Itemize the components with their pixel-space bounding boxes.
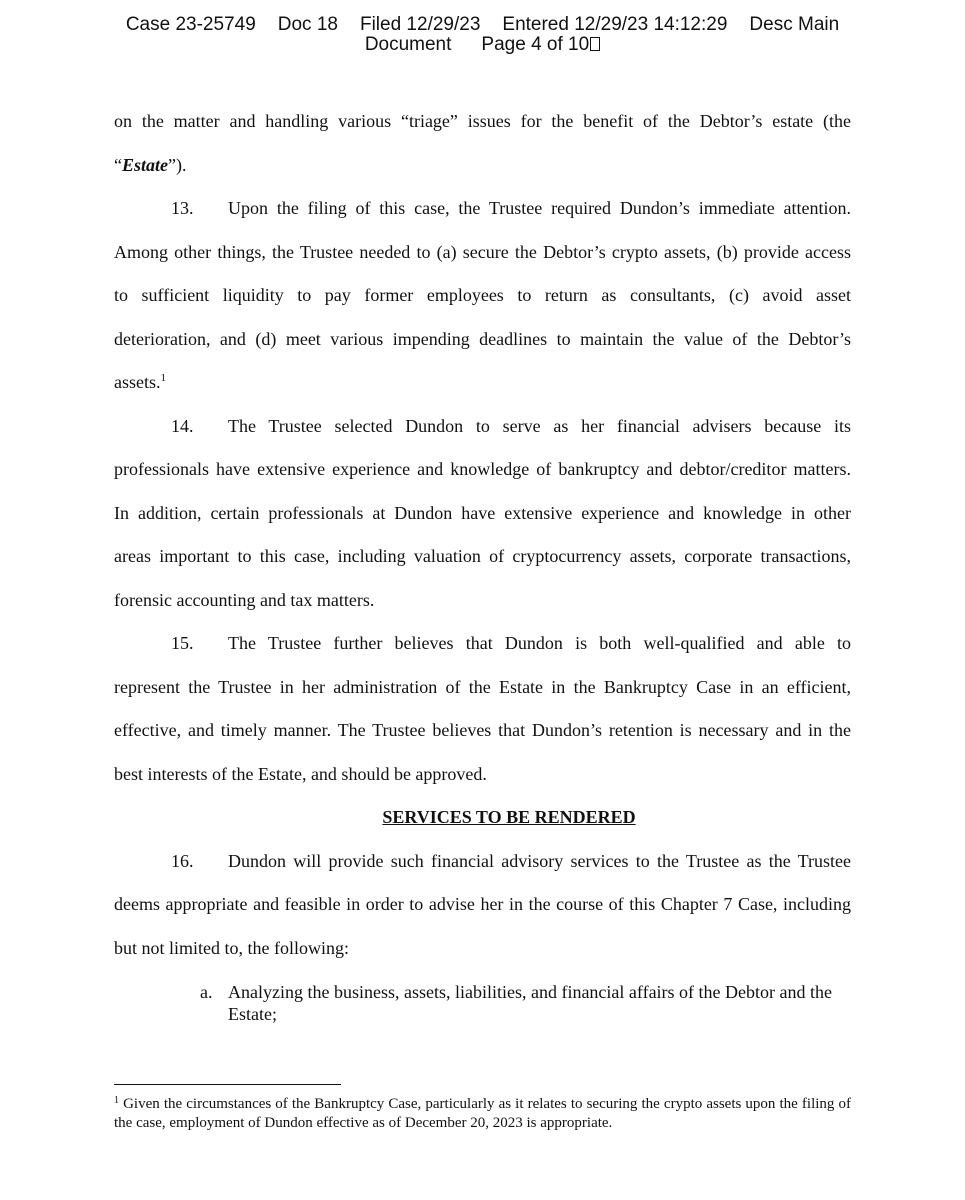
filing-header-line-2: [0, 35, 965, 55]
paragraph-15-line: effective, and timely manner. The Trustee believes that Dundon’s retention is necessary and in the: [114, 720, 851, 740]
filing-header-line-1: [0, 15, 965, 35]
paragraph-number: 13.: [171, 198, 194, 218]
paragraph-16-first-line: 16. Dundon will provide such financial advisory services to the Trustee as the Trustee: [114, 840, 851, 884]
paragraph-14-first-line: 14. The Trustee selected Dundon to serve as her financial advisers because its: [114, 405, 851, 449]
paragraph-12-line: on the matter and handling various “triage” issues for the benefit of the Debtor’s estate (the: [114, 111, 851, 131]
paragraph-14-line: professionals have extensive experience and knowledge of bankruptcy and debtor/creditor matters.: [114, 459, 851, 479]
list-item-text: Analyzing the business, assets, liabilities, and financial affairs of the Debtor and the Estate;: [228, 982, 833, 1024]
paragraph-13-line: assets.$^1$: [114, 372, 166, 392]
paragraph-15-first-line: 15. The Trustee further believes that Dundon is both well-qualified and able to: [114, 622, 851, 666]
section-heading: SERVICES TO BE RENDERED: [382, 807, 636, 827]
footnote: [114, 1095, 851, 1133]
doc-number: Doc 18: [277, 14, 338, 35]
entered-date: Entered 12/29/23 14:12:29: [502, 14, 728, 35]
paragraph-number: 16.: [171, 850, 194, 871]
page-indicator: Page 4 of 10: [481, 34, 590, 55]
paragraph-number: 15.: [171, 633, 194, 653]
paragraph-16-line: deems appropriate and feasible in order to advise her in the course of this Chapter 7 Case, including: [114, 894, 851, 914]
case-number: Case 23-25749: [125, 14, 256, 35]
paragraph-13-first-line: 13. Upon the filing of this case, the Trustee required Dundon’s immediate attention.: [114, 187, 851, 231]
paragraph-13-line: deterioration, and (d) meet various impending deadlines to maintain the value of the Debtor’s: [114, 328, 851, 349]
paragraph-13-line: to sufficient liquidity to pay former employees to return as consultants, (c) avoid asset: [114, 285, 851, 305]
document-label: Document: [364, 34, 452, 55]
footnote-reference[interactable]: 1: [160, 372, 166, 384]
document-body: [114, 100, 851, 970]
paragraph-14-line: forensic accounting and tax matters.: [114, 589, 375, 610]
list-item-label: a.: [200, 982, 213, 1002]
footnote-text: Given the circumstances of the Bankruptcy Case, particularly as it relates to securing the crypto assets upon the filing of the case, employment of Dundon effective as of December 20, 2023 is appropriate.: [114, 1096, 852, 1131]
footnote-separator: [114, 1084, 341, 1085]
filed-date: Filed 12/29/23: [359, 14, 481, 35]
paragraph-13-line: Among other things, the Trustee needed to (a) secure the Debtor’s crypto assets, (b) provide access: [114, 241, 851, 262]
paragraph-15-line: represent the Trustee in her administration of the Estate in the Bankruptcy Case in an efficient,: [114, 676, 851, 697]
list-item-a: [200, 981, 851, 1025]
paragraph-15-line: best interests of the Estate, and should be approved.: [114, 763, 487, 784]
paragraph-14-line: In addition, certain professionals at Dundon have extensive experience and knowledge in other: [114, 502, 851, 523]
paragraph-12-line: “Estate”).: [114, 154, 187, 175]
paragraph-14-line: areas important to this case, including valuation of cryptocurrency assets, corporate transactions,: [114, 546, 851, 566]
paragraph-16-line: but not limited to, the following:: [114, 937, 349, 958]
paragraph-number: 14.: [171, 415, 194, 436]
missing-glyph-box: [590, 37, 600, 51]
description: Desc Main: [749, 14, 840, 35]
defined-term-estate: Estate: [122, 154, 169, 175]
footnote-number: 1: [114, 1095, 119, 1106]
